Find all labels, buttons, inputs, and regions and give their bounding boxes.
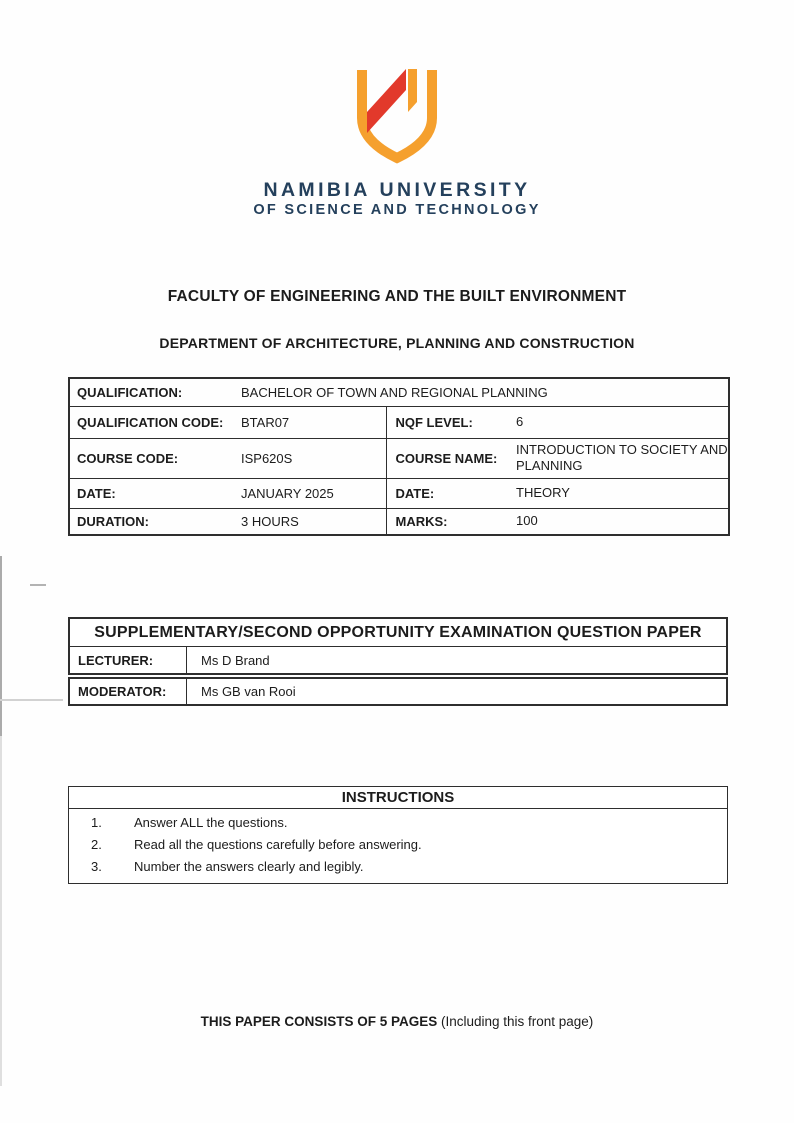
instruction-number: 2. (91, 837, 102, 852)
page-count-regular: (Including this front page) (437, 1014, 594, 1029)
lecturer-value: Ms D Brand (201, 652, 270, 668)
course-code-label: COURSE CODE: (69, 438, 241, 478)
lecturer-label: LECTURER: (70, 647, 187, 673)
scan-edge-artifact (0, 736, 2, 1086)
moderator-row (70, 679, 726, 704)
qualification-value: BACHELOR OF TOWN AND REGIONAL PLANNING (241, 378, 729, 406)
department-heading: DEPARTMENT OF ARCHITECTURE, PLANNING AND CONSTRUCTION (159, 335, 635, 351)
university-logo (0, 66, 794, 175)
university-name-line2: OF SCIEΝCE AΝD TECHΝOLOGY (253, 202, 541, 218)
instruction-item (69, 814, 727, 831)
moderator-box (68, 677, 728, 706)
paper-date-label: DATE: (386, 478, 516, 508)
instruction-text: Answer ALL the questions. (134, 815, 288, 830)
paper-type-value: THEORY (516, 478, 729, 508)
scan-edge-artifact (0, 556, 2, 736)
table-row (69, 508, 729, 535)
qualification-label: QUALIFICATION: (69, 378, 241, 406)
course-name-label: COURSE NAME: (386, 438, 516, 478)
instruction-item (69, 836, 727, 853)
scan-line-artifact (0, 699, 63, 701)
page-count-note (0, 1014, 794, 1029)
nqf-level-label: NQF LEVEL: (386, 406, 516, 438)
instructions-title: INSTRUCTIONS (69, 787, 727, 809)
course-info-table (68, 377, 730, 536)
lecturer-row (70, 647, 726, 673)
date-value: JANUARY 2025 (241, 478, 386, 508)
instruction-number: 3. (91, 859, 102, 874)
date-label: DATE: (69, 478, 241, 508)
marks-value: 100 (516, 513, 538, 529)
duration-value: 3 HOURS (241, 513, 299, 529)
nqf-level-value: 6 (516, 406, 729, 438)
qualification-code-value: BTAR07 (241, 406, 386, 438)
exam-title-box (68, 617, 728, 675)
marks-label: MARKS: (386, 508, 516, 535)
table-row (69, 378, 729, 406)
university-shield-logo-icon (348, 66, 446, 170)
moderator-label: MODERATOR: (70, 679, 187, 704)
duration-label: DURATION: (77, 513, 149, 529)
page-count-bold: THIS PAPER CONSISTS OF 5 PAGES (200, 1014, 438, 1029)
table-row (69, 438, 729, 478)
table-row (69, 406, 729, 438)
moderator-value: Ms GB van Rooi (201, 684, 296, 699)
university-name-line1: ΝΑΜΙΒΙΑ UΝΙVERSITY (263, 179, 531, 201)
instruction-text: Number the answers clearly and legibly. (134, 859, 364, 874)
scan-mark-artifact (30, 584, 46, 586)
instructions-box (68, 786, 728, 884)
instruction-text: Read all the questions carefully before answering. (134, 837, 422, 852)
course-name-value: INTRODUCTION TO SOCIETY AND PLANNING (516, 438, 729, 478)
qualification-code-label: QUALIFICATION CODE: (69, 406, 241, 438)
exam-paper-title: SUPPLEMENTARY/SECOND OPPORTUNITY EXAMINATION QUESTION PAPER (70, 619, 726, 647)
table-row (69, 478, 729, 508)
faculty-heading: FACULTY OF ENGINEERING AND THE BUILT ENVIRONMENT (167, 288, 627, 305)
instruction-number: 1. (91, 815, 102, 830)
instruction-item (69, 858, 727, 875)
course-code-value: ISP620S (241, 438, 386, 478)
